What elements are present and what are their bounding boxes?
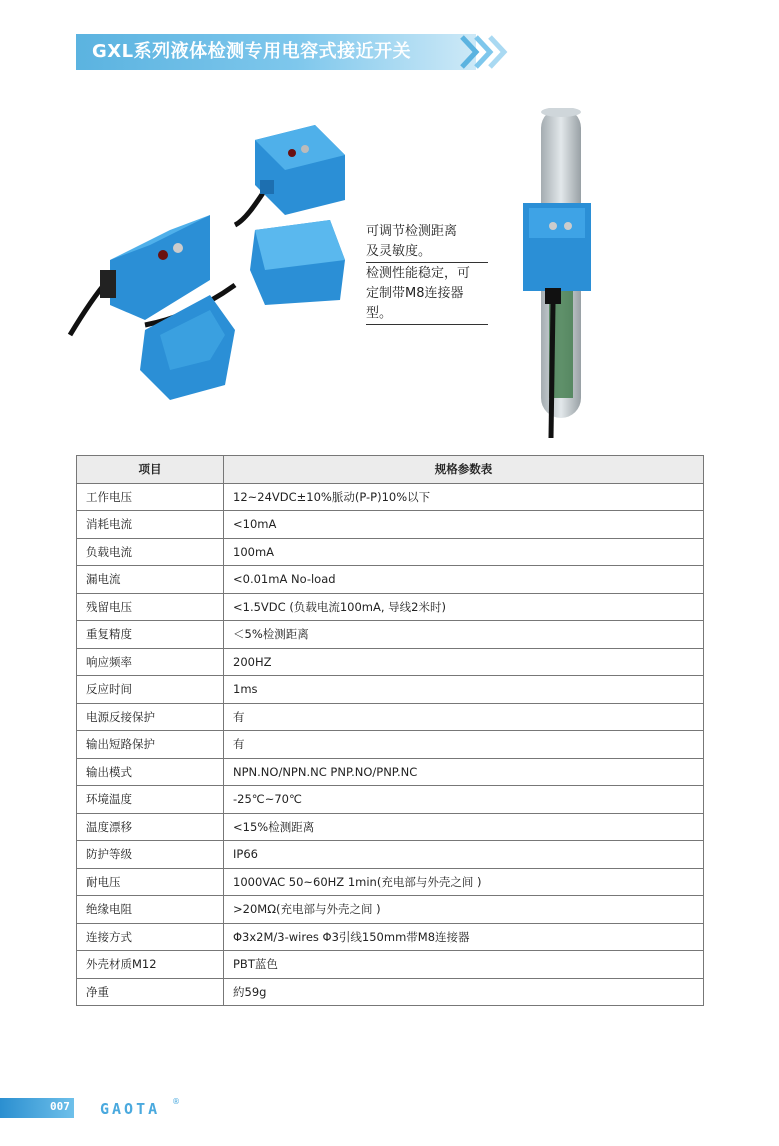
table-header-row bbox=[77, 456, 704, 484]
spec-table bbox=[76, 455, 704, 1006]
table-row bbox=[77, 566, 704, 594]
spec-key: 耐电压 bbox=[77, 868, 224, 896]
spec-value: -25℃~70℃ bbox=[224, 786, 704, 814]
spec-value: 有 bbox=[224, 731, 704, 759]
page-title: GXL系列液体检测专用电容式接近开关 bbox=[92, 41, 412, 62]
feature-line: 及灵敏度。 bbox=[366, 242, 488, 263]
spec-key: 重复精度 bbox=[77, 621, 224, 649]
spec-key: 外壳材质M12 bbox=[77, 951, 224, 979]
spec-key: 环境温度 bbox=[77, 786, 224, 814]
header-item: 项目 bbox=[77, 456, 224, 484]
table-row bbox=[77, 703, 704, 731]
spec-key: 连接方式 bbox=[77, 923, 224, 951]
spec-value: Φ3x2M/3-wires Φ3引线150mm带M8连接器 bbox=[224, 923, 704, 951]
table-row bbox=[77, 676, 704, 704]
table-row bbox=[77, 923, 704, 951]
spec-key: 防护等级 bbox=[77, 841, 224, 869]
spec-key: 反应时间 bbox=[77, 676, 224, 704]
spec-value: >20MΩ(充电部与外壳之间 ) bbox=[224, 896, 704, 924]
sensor-right bbox=[250, 220, 345, 305]
spec-key: 工作电压 bbox=[77, 483, 224, 511]
table-row bbox=[77, 813, 704, 841]
spec-value: 100mA bbox=[224, 538, 704, 566]
spec-value: <1.5VDC (负载电流100mA, 导线2米时) bbox=[224, 593, 704, 621]
feature-line: 可调节检测距离 bbox=[366, 224, 458, 239]
spec-value: <0.01mA No-load bbox=[224, 566, 704, 594]
table-row bbox=[77, 511, 704, 539]
spec-key: 输出短路保护 bbox=[77, 731, 224, 759]
spec-key: 负载电流 bbox=[77, 538, 224, 566]
table-row bbox=[77, 896, 704, 924]
spec-value: 約59g bbox=[224, 978, 704, 1006]
spec-value: 12~24VDC±10%脈动(P-P)10%以下 bbox=[224, 483, 704, 511]
registered-mark: ® bbox=[172, 1097, 180, 1106]
table-row bbox=[77, 951, 704, 979]
header-spec: 规格参数表 bbox=[224, 456, 704, 484]
feature-text-1 bbox=[366, 222, 488, 263]
spec-key: 净重 bbox=[77, 978, 224, 1006]
page-number: 007 bbox=[50, 1100, 70, 1113]
table-row bbox=[77, 978, 704, 1006]
chevron-arrows-icon bbox=[456, 34, 512, 70]
spec-key: 残留电压 bbox=[77, 593, 224, 621]
spec-key: 漏电流 bbox=[77, 566, 224, 594]
spec-key: 绝缘电阻 bbox=[77, 896, 224, 924]
spec-value: IP66 bbox=[224, 841, 704, 869]
feature-line: 检测性能稳定，可 bbox=[366, 266, 471, 281]
table-row bbox=[77, 483, 704, 511]
table-row bbox=[77, 621, 704, 649]
spec-value: 200HZ bbox=[224, 648, 704, 676]
brand-logo: GAOTA bbox=[100, 1100, 161, 1118]
spec-value: 1000VAC 50~60HZ 1min(充电部与外壳之间 ) bbox=[224, 868, 704, 896]
sensor-on-tube-photo bbox=[515, 108, 605, 438]
spec-key: 输出模式 bbox=[77, 758, 224, 786]
spec-key: 消耗电流 bbox=[77, 511, 224, 539]
sensor-top bbox=[255, 125, 345, 215]
table-row bbox=[77, 731, 704, 759]
spec-value: <15%检测距离 bbox=[224, 813, 704, 841]
spec-value: ＜5%检测距离 bbox=[224, 621, 704, 649]
table-row bbox=[77, 648, 704, 676]
spec-value: 1ms bbox=[224, 676, 704, 704]
spec-value: NPN.NO/NPN.NC PNP.NO/PNP.NC bbox=[224, 758, 704, 786]
product-group-photo bbox=[60, 120, 360, 410]
table-row bbox=[77, 538, 704, 566]
table-row bbox=[77, 593, 704, 621]
spec-value: 有 bbox=[224, 703, 704, 731]
feature-line: 定制带M8连接器型。 bbox=[366, 284, 488, 325]
table-row bbox=[77, 868, 704, 896]
table-row bbox=[77, 758, 704, 786]
feature-text-2 bbox=[366, 264, 488, 325]
spec-value: PBT蓝色 bbox=[224, 951, 704, 979]
table-row bbox=[77, 841, 704, 869]
table-row bbox=[77, 786, 704, 814]
spec-key: 响应频率 bbox=[77, 648, 224, 676]
spec-key: 温度漂移 bbox=[77, 813, 224, 841]
spec-value: <10mA bbox=[224, 511, 704, 539]
spec-key: 电源反接保护 bbox=[77, 703, 224, 731]
